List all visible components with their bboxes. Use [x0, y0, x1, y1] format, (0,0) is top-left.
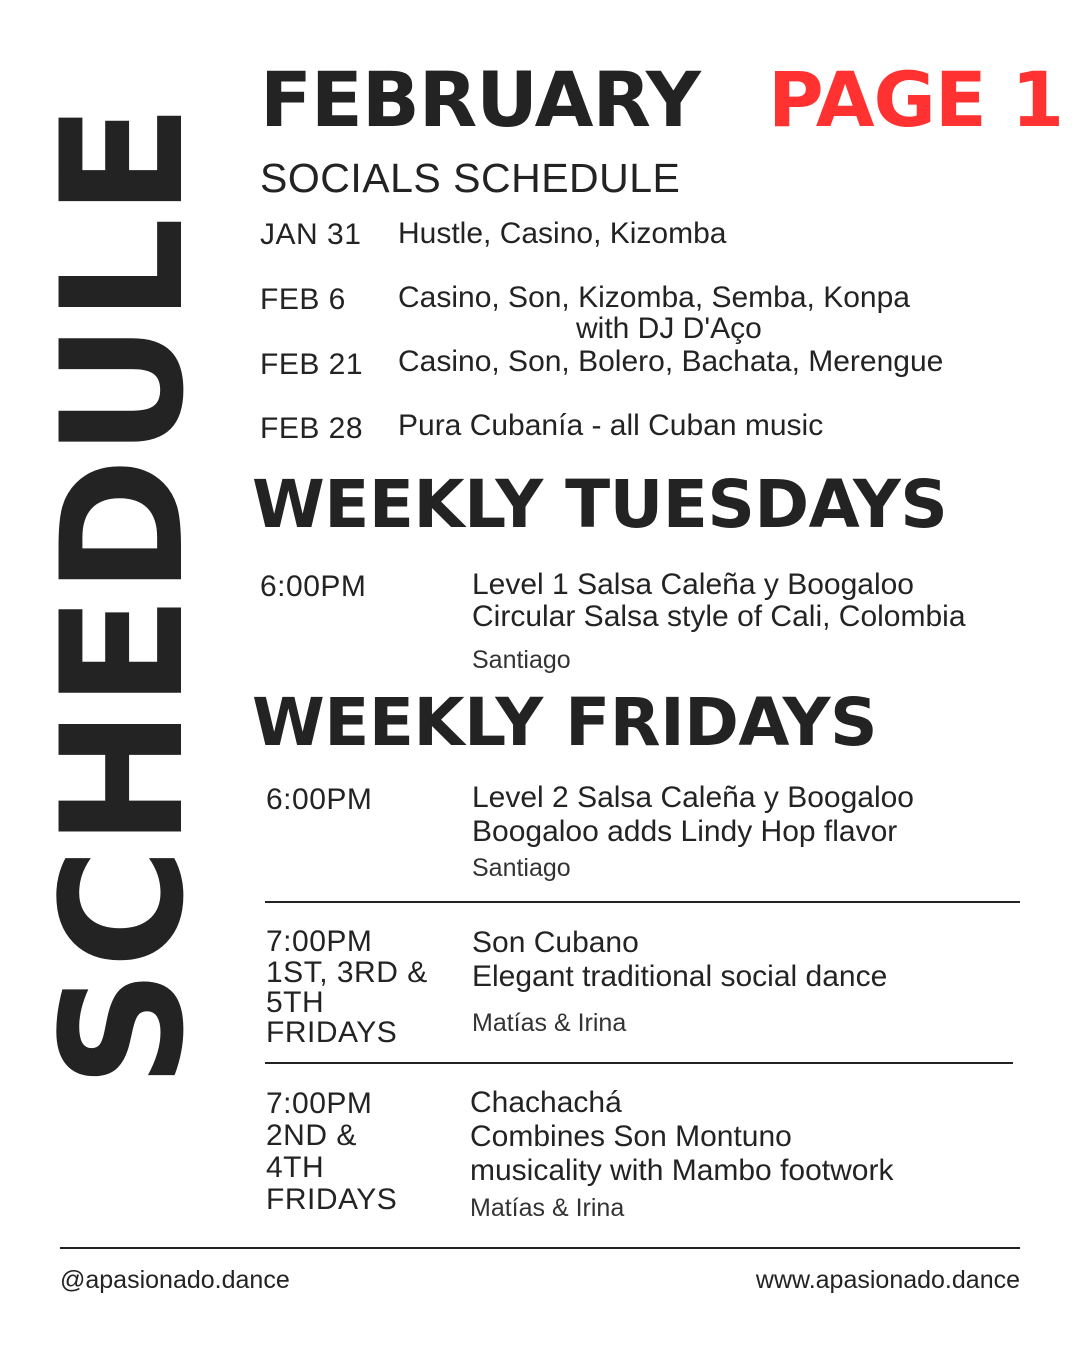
- website-link[interactable]: www.apasionado.dance: [755, 1266, 1020, 1294]
- class-description: musicality with Mambo footwork: [470, 1154, 894, 1187]
- class-description: Combines Son Montuno: [470, 1120, 792, 1153]
- class-instructor: Santiago: [472, 646, 571, 674]
- class-instructor: Matías & Irina: [472, 1009, 627, 1037]
- footer-divider: [60, 1247, 1020, 1249]
- social-event: Hustle, Casino, Kizomba: [398, 217, 727, 250]
- weekly-tuesdays-heading: WEEKLY TUESDAYS: [252, 466, 948, 543]
- social-handle-link[interactable]: @apasionado.dance: [60, 1266, 290, 1294]
- class-time-detail: FRIDAYS: [266, 1016, 398, 1049]
- class-title: Son Cubano: [472, 926, 639, 959]
- class-description: Boogaloo adds Lindy Hop flavor: [472, 815, 898, 848]
- month-title: FEBRUARY: [260, 55, 700, 144]
- social-date: FEB 6: [260, 283, 346, 316]
- class-time: 6:00PM: [260, 570, 367, 603]
- socials-subtitle: SOCIALS SCHEDULE: [260, 155, 681, 201]
- vertical-schedule-title: SCHEDULE: [25, 102, 221, 1088]
- class-time-detail: 1ST, 3RD &: [266, 956, 428, 989]
- social-event: Casino, Son, Bolero, Bachata, Merengue: [398, 345, 944, 378]
- social-event: Casino, Son, Kizomba, Semba, Konpa: [398, 281, 910, 314]
- class-title: Level 1 Salsa Caleña y Boogaloo: [472, 568, 914, 601]
- divider: [265, 901, 1020, 903]
- class-instructor: Matías & Irina: [470, 1194, 625, 1222]
- divider: [265, 1062, 1013, 1064]
- class-title: Chachachá: [470, 1086, 622, 1119]
- class-description: Elegant traditional social dance: [472, 960, 888, 993]
- class-time-detail: 4TH: [266, 1151, 325, 1184]
- class-time: 7:00PM: [266, 925, 373, 958]
- social-date: FEB 21: [260, 348, 364, 381]
- class-time-detail: 2ND &: [266, 1119, 357, 1152]
- weekly-fridays-heading: WEEKLY FRIDAYS: [252, 684, 877, 761]
- class-time-detail: 5TH: [266, 986, 325, 1019]
- social-date: FEB 28: [260, 412, 364, 445]
- class-instructor: Santiago: [472, 854, 571, 882]
- social-event-note: with DJ D'Aço: [576, 312, 762, 345]
- class-title: Level 2 Salsa Caleña y Boogaloo: [472, 781, 914, 814]
- page-label: PAGE 1: [768, 55, 1064, 144]
- class-time-detail: FRIDAYS: [266, 1183, 398, 1216]
- class-description: Circular Salsa style of Cali, Colombia: [472, 600, 966, 633]
- class-time: 7:00PM: [266, 1087, 373, 1120]
- social-event: Pura Cubanía - all Cuban music: [398, 409, 824, 442]
- class-time: 6:00PM: [266, 783, 373, 816]
- social-date: JAN 31: [260, 218, 362, 251]
